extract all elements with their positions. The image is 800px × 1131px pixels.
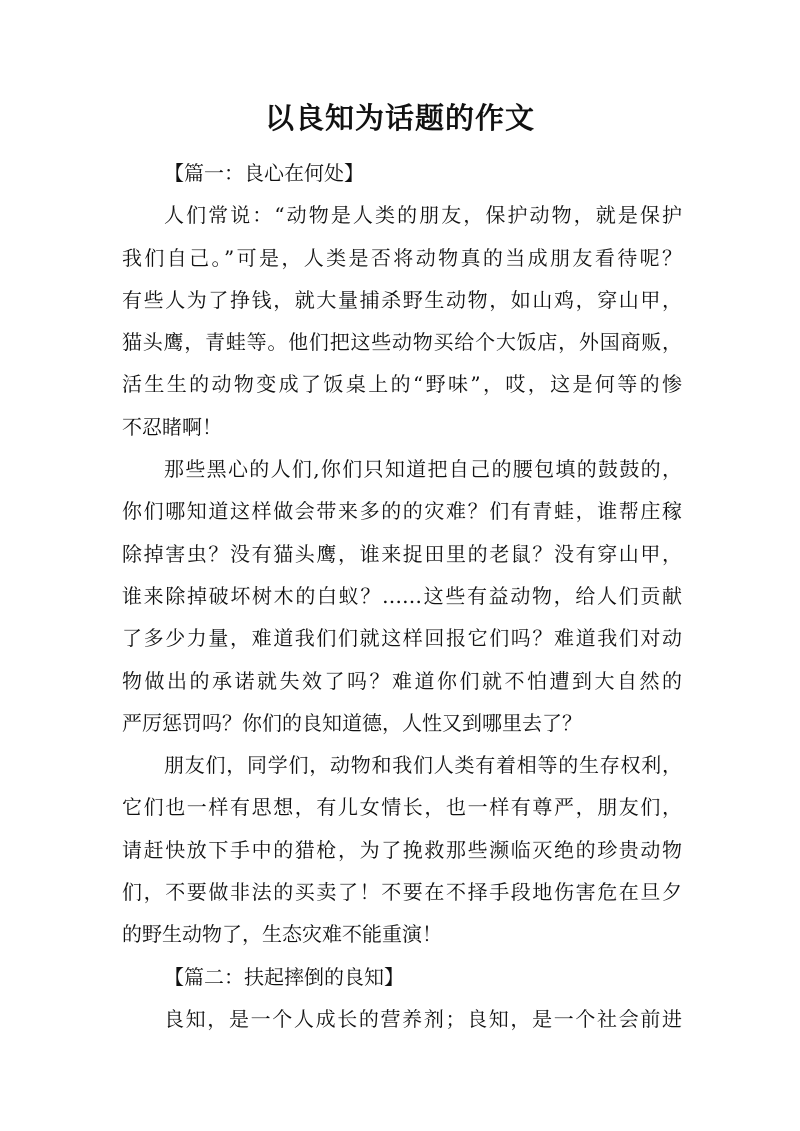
paragraph-line: 的野生动物了，生态灾难不能重演！: [122, 922, 442, 947]
paragraph-line: 活生生的动物变成了饭桌上的“野味”，哎，这是何等的惨: [122, 372, 682, 397]
paragraph-line: 我们自己。”可是，人类是否将动物真的当成朋友看待呢？: [122, 245, 682, 270]
paragraph-line: 严厉惩罚吗？你们的良知道德，人性又到哪里去了？: [122, 710, 582, 735]
paragraph-line: 谁来除掉破坏树木的白蚁？……这些有益动物，给人们贡献: [122, 583, 682, 608]
paragraph-line: 朋友们，同学们，动物和我们人类有着相等的生存权利，: [164, 753, 682, 778]
paragraph-line: 人们常说：“动物是人类的朋友，保护动物，就是保护: [164, 203, 682, 228]
section-heading: 【篇二：扶起摔倒的良知】: [164, 964, 404, 989]
paragraph-line: 猫头鹰，青蛙等。他们把这些动物买给个大饭店，外国商贩，: [122, 330, 682, 355]
paragraph-line: 们，不要做非法的买卖了！不要在不择手段地伤害危在旦夕: [122, 880, 682, 905]
document-body: [122, 152, 682, 1040]
paragraph-line: 了多少力量，难道我们们就这样回报它们吗？难道我们对动: [122, 626, 682, 651]
paragraph-line: 你们哪知道这样做会带来多的的灾难？们有青蛙，谁帮庄稼: [122, 499, 682, 524]
paragraph-line: 良知，是一个人成长的营养剂；良知，是一个社会前进: [164, 1006, 682, 1031]
paragraph-line: 它们也一样有思想，有儿女情长，也一样有尊严，朋友们，: [122, 795, 682, 820]
paragraph-line: 请赶快放下手中的猎枪，为了挽救那些濒临灭绝的珍贵动物: [122, 837, 682, 862]
paragraph-line: 除掉害虫？没有猫头鹰，谁来捉田里的老鼠？没有穿山甲，: [122, 541, 682, 566]
section-heading: 【篇一：良心在何处】: [164, 161, 364, 185]
paragraph-line: 不忍睹啊！: [122, 414, 222, 439]
paragraph-line: 物做出的承诺就失效了吗？难道你们就不怕遭到大自然的: [122, 668, 682, 693]
paragraph-line: 有些人为了挣钱，就大量捕杀野生动物，如山鸡，穿山甲，: [122, 287, 682, 312]
paragraph-line: 那些黑心的人们,你们只知道把自己的腰包填的鼓鼓的，: [164, 457, 682, 482]
document-title: 以良知为话题的作文: [264, 101, 535, 135]
